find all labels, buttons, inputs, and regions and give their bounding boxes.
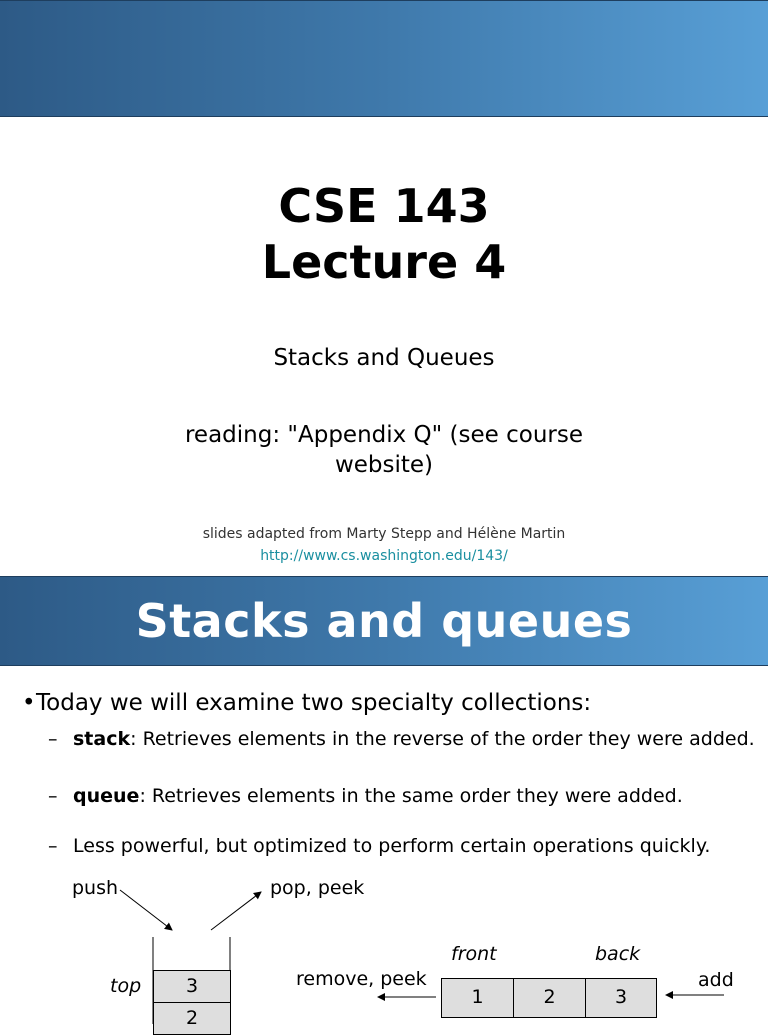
back-label: back (595, 943, 641, 965)
stack-cell: 3 (153, 970, 231, 1003)
remove-peek-label: remove, peek (296, 968, 427, 990)
bullet-dot-icon: • (22, 690, 36, 716)
slide1-subtitle: Stacks and Queues (273, 345, 495, 371)
queue-cell: 1 (441, 978, 514, 1018)
term-stack: stack (73, 728, 131, 750)
push-label: push (72, 877, 119, 899)
add-label: add (698, 969, 734, 991)
desc-stack: : Retrieves elements in the reverse of the order they were added. (130, 728, 755, 750)
course-url-link[interactable]: http://www.cs.washington.edu/143/ (260, 548, 508, 564)
dash-icon: – (48, 728, 58, 750)
push-arrow-icon (120, 890, 172, 930)
queue-cell: 3 (585, 978, 657, 1018)
front-label: front (451, 943, 497, 965)
desc-queue: : Retrieves elements in the same order they were added. (139, 785, 683, 807)
pop-arrow-icon (211, 892, 261, 930)
term-queue: queue (73, 785, 140, 807)
desc-less-powerful: Less powerful, but optimized to perform certain operations quickly. (73, 835, 711, 857)
main-bullet-text: Today we will examine two specialty collections: (36, 690, 592, 716)
course-title-line2: Lecture 4 (261, 235, 507, 289)
dash-icon: – (48, 785, 58, 807)
dash-icon: – (48, 835, 58, 857)
slide1-reading: reading: "Appendix Q" (see course website) (184, 422, 584, 478)
top-label: top (110, 975, 142, 997)
slide2-title: Stacks and queues (135, 594, 633, 648)
queue-cell: 2 (513, 978, 586, 1018)
slide1-credit: slides adapted from Marty Stepp and Hélène Martin (202, 526, 566, 542)
stack-cell: 2 (153, 1002, 231, 1035)
pop-peek-label: pop, peek (270, 877, 365, 899)
course-title-line1: CSE 143 (278, 179, 490, 233)
